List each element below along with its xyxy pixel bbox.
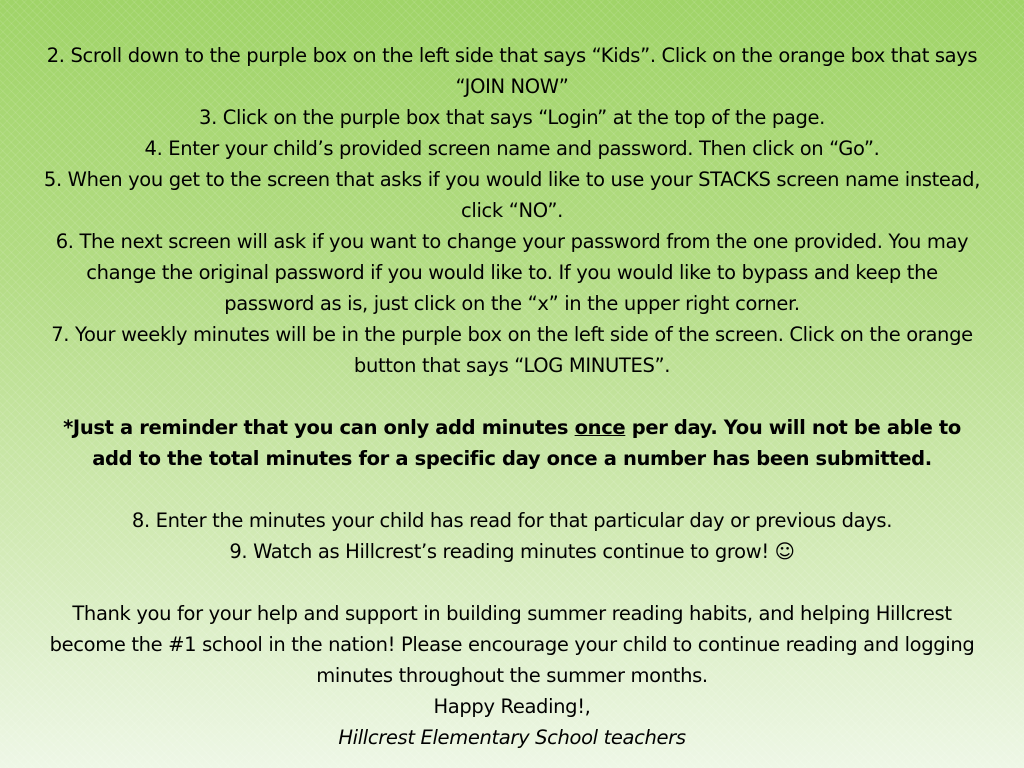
instructions-body <box>40 40 984 753</box>
spacer <box>40 381 984 412</box>
step-7: 7. Your weekly minutes will be in the purple box on the left side of the screen. Click on the orange button that says “LOG MINUTES”. <box>51 323 973 377</box>
reminder-emphasis: once <box>574 416 626 439</box>
signoff: Happy Reading!, <box>433 695 591 718</box>
step-6: 6. The next screen will ask if you want to change your password from the one provided. You may change the original password if you would like to. If you would like to bypass and keep the password as is, just click on the “x” in the upper right corner. <box>55 230 969 315</box>
step-9: 9. Watch as Hillcrest’s reading minutes continue to grow! ☺ <box>229 540 795 563</box>
signature: Hillcrest Elementary School teachers <box>338 726 686 749</box>
step-8: 8. Enter the minutes your child has read for that particular day or previous days. <box>131 509 893 532</box>
step-5: 5. When you get to the screen that asks if you would like to use your STACKS screen name instead, click “NO”. <box>43 168 981 222</box>
reminder-text-start: *Just a reminder that you can only add minutes <box>63 416 575 439</box>
spacer <box>40 567 984 598</box>
step-3: 3. Click on the purple box that says “Login” at the top of the page. <box>199 106 825 129</box>
reminder-note <box>40 412 984 474</box>
step-4: 4. Enter your child’s provided screen name and password. Then click on “Go”. <box>144 137 880 160</box>
step-2: 2. Scroll down to the purple box on the left side that says “Kids”. Click on the orange box that says “JOIN NOW” <box>46 44 978 98</box>
closing-message: Thank you for your help and support in building summer reading habits, and helping Hillcrest become the #1 school in the nation! Please encourage your child to continue reading and logging minutes throughout the summer months. <box>49 602 975 687</box>
reminder-text-end: per day. You will not be able to add to the total minutes for a specific day once a number has been submitted. <box>92 416 961 470</box>
spacer <box>40 474 984 505</box>
